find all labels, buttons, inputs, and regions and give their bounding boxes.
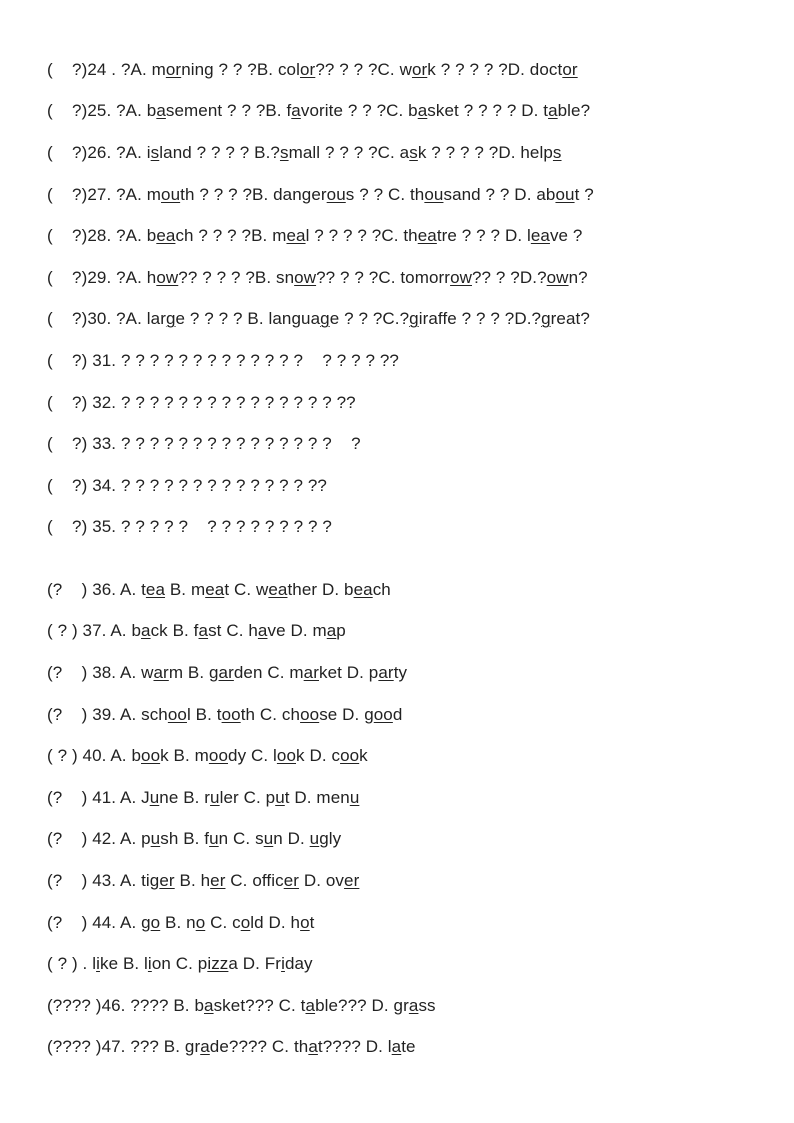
underlined-letters: oo (373, 705, 393, 724)
question-text: C. c (205, 913, 241, 932)
underlined-letters: s (552, 143, 562, 162)
question-text: ( ?) 35. ? ? ? ? ? ? ? ? ? ? ? ? ? ? (47, 517, 332, 536)
underlined-letters: o (240, 913, 251, 932)
question-line (47, 663, 407, 683)
underlined-letters: o (300, 913, 310, 932)
question-text: (???? )47. ??? B. gr (47, 1037, 201, 1056)
underlined-letters: u (209, 829, 219, 848)
underlined-letters: oo (208, 746, 229, 765)
underlined-letters: or (299, 60, 316, 79)
question-line (47, 913, 315, 933)
question-text: (???? )46. ???? B. b (47, 996, 205, 1015)
question-text: sket??? C. t (213, 996, 306, 1015)
underlined-letters: ow (156, 268, 179, 287)
underlined-letters: er (210, 871, 226, 890)
question-text: t ? (574, 185, 594, 204)
question-text: ble??? D. gr (315, 996, 409, 1015)
underlined-letters: ou (424, 185, 444, 204)
underlined-letters: ou (555, 185, 575, 204)
question-text: ler C. p (219, 788, 276, 807)
question-line (47, 226, 583, 246)
question-text: ve D. m (267, 621, 327, 640)
underlined-letters: or (411, 60, 428, 79)
question-text: ld D. h (250, 913, 301, 932)
underlined-letters: ea (156, 226, 176, 245)
question-text: l B. t (186, 705, 222, 724)
question-text: ( ?)29. ?A. h (47, 268, 157, 287)
underlined-letters: ea (268, 580, 288, 599)
question-text: tre ? ? ? D. l (436, 226, 531, 245)
question-text: k ? ? ? ? ?D. doct (427, 60, 563, 79)
question-text: ( ?)24 . ?A. m (47, 60, 166, 79)
question-line (47, 517, 332, 537)
underlined-letters: o (195, 913, 206, 932)
question-text: (? ) 39. A. sch (47, 705, 168, 724)
underlined-letters: er (159, 871, 175, 890)
question-text: t (309, 913, 315, 932)
question-text: sement ? ? ?B. f (165, 101, 292, 120)
question-line (47, 393, 356, 413)
question-text: ke B. l (99, 954, 148, 973)
question-text: (? ) 44. A. g (47, 913, 151, 932)
question-text: n? (568, 268, 588, 287)
question-text: st C. h (208, 621, 258, 640)
underlined-letters: ea (145, 580, 166, 599)
question-text: a D. Fr (228, 954, 282, 973)
question-text: ( ?) 31. ? ? ? ? ? ? ? ? ? ? ? ? ? ? ? ? ? ?? (47, 351, 399, 370)
question-line (47, 1037, 416, 1057)
underlined-letters: g (409, 309, 419, 328)
question-text: n D. (273, 829, 310, 848)
question-text: ?? ? ? ?C. tomorr (316, 268, 451, 287)
underlined-letters: ow (450, 268, 472, 287)
underlined-letters: a (291, 101, 301, 120)
underlined-letters: er (344, 871, 360, 890)
question-text: (? ) 41. A. J (47, 788, 150, 807)
underlined-letters: oo (221, 705, 241, 724)
underlined-letters: g (541, 309, 551, 328)
underlined-letters: u (309, 829, 320, 848)
question-text: ve ? (549, 226, 583, 245)
underlined-letters: a (417, 101, 428, 120)
underlined-letters: ar (218, 663, 234, 682)
underlined-letters: ea (530, 226, 550, 245)
question-text: d (392, 705, 403, 724)
question-text: den C. m (233, 663, 304, 682)
question-line (47, 580, 391, 600)
question-text: s ? ? C. th (345, 185, 425, 204)
question-text: ket D. p (318, 663, 379, 682)
underlined-letters: a (156, 101, 166, 120)
question-text: k B. m (160, 746, 209, 765)
question-text: ( ?)27. ?A. m (47, 185, 162, 204)
question-text: (? ) 43. A. tig (47, 871, 160, 890)
question-line (47, 309, 590, 329)
question-text: t D. men (284, 788, 350, 807)
underlined-letters: s (150, 143, 160, 162)
question-text: vorite ? ? ?C. b (300, 101, 418, 120)
question-text: (? ) 36. A. t (47, 580, 146, 599)
underlined-letters: u (275, 788, 285, 807)
underlined-letters: ow (546, 268, 569, 287)
question-text: e ? ? ? ? B. langua (175, 309, 321, 328)
question-text: dy C. l (228, 746, 277, 765)
question-text: t C. w (224, 580, 269, 599)
underlined-letters: or (165, 60, 182, 79)
underlined-letters: g (320, 309, 330, 328)
underlined-letters: u (349, 788, 360, 807)
underlined-letters: a (391, 1037, 402, 1056)
question-text: ( ?) 33. ? ? ? ? ? ? ? ? ? ? ? ? ? ? ? ? (47, 434, 361, 453)
underlined-letters: g (165, 309, 176, 328)
underlined-letters: a (326, 621, 337, 640)
question-text: de???? C. th (209, 1037, 309, 1056)
question-line (47, 101, 590, 121)
question-line (47, 871, 359, 891)
question-text: ne B. r (159, 788, 211, 807)
question-text: B. n (160, 913, 196, 932)
question-text: te (401, 1037, 416, 1056)
question-text: p (336, 621, 346, 640)
question-text: ( ? ) 37. A. b (47, 621, 142, 640)
question-text: ck B. f (150, 621, 199, 640)
question-text: iraffe ? ? ? ?D.? (418, 309, 542, 328)
question-text: ble? (557, 101, 591, 120)
underlined-letters: u (150, 829, 161, 848)
underlined-letters: oo (276, 746, 297, 765)
question-text: t???? D. l (317, 1037, 392, 1056)
question-text: k ? ? ? ? ?D. help (417, 143, 553, 162)
question-text: k (359, 746, 368, 765)
underlined-letters: ow (294, 268, 317, 287)
question-text: B. m (165, 580, 206, 599)
question-line (47, 434, 361, 454)
question-text: m B. g (168, 663, 219, 682)
question-text: C. offic (225, 871, 284, 890)
underlined-letters: a (257, 621, 268, 640)
question-line (47, 996, 436, 1016)
question-text: reat? (550, 309, 590, 328)
underlined-letters: s (279, 143, 289, 162)
underlined-letters: a (308, 1037, 318, 1056)
question-text: n C. s (218, 829, 264, 848)
question-text: day (284, 954, 313, 973)
underlined-letters: oo (300, 705, 320, 724)
question-text: ch ? ? ? ?B. m (175, 226, 287, 245)
question-line (47, 788, 359, 808)
question-line (47, 705, 402, 725)
question-line (47, 621, 346, 641)
underlined-letters: ea (205, 580, 225, 599)
underlined-letters: oo (141, 746, 161, 765)
question-text: ?? ? ? ? ?B. sn (178, 268, 295, 287)
question-text: e ? ? ?C.? (329, 309, 410, 328)
question-line (47, 185, 594, 205)
question-text: ( ? ) . l (47, 954, 97, 973)
question-text: ?? ? ?D.? (472, 268, 547, 287)
underlined-letters: a (141, 621, 151, 640)
underlined-letters: a (200, 1037, 210, 1056)
question-text: B. h (174, 871, 211, 890)
question-text: ( ?) 32. ? ? ? ? ? ? ? ? ? ? ? ? ? ? ? ?? (47, 393, 356, 412)
underlined-letters: s (409, 143, 418, 162)
question-text: k D. c (296, 746, 341, 765)
question-text: ther D. b (287, 580, 354, 599)
question-text: D. ov (299, 871, 345, 890)
question-text: ?? ? ? ?C. w (315, 60, 412, 79)
question-text: l ? ? ? ? ?C. th (305, 226, 418, 245)
underlined-letters: ou (161, 185, 181, 204)
question-text: ( ? ) 40. A. b (47, 746, 142, 765)
question-text: sand ? ? D. ab (443, 185, 556, 204)
underlined-letters: a (408, 996, 419, 1015)
question-text: th C. ch (240, 705, 301, 724)
underlined-letters: i (96, 954, 100, 973)
question-text: sket ? ? ? ? D. t (427, 101, 549, 120)
question-text: (? ) 38. A. w (47, 663, 154, 682)
underlined-letters: ea (417, 226, 437, 245)
question-text: ( ?)30. ?A. lar (47, 309, 166, 328)
question-line (47, 829, 341, 849)
underlined-letters: a (305, 996, 316, 1015)
underlined-letters: i (147, 954, 152, 973)
question-text: ch (372, 580, 391, 599)
question-text: land ? ? ? ? B.? (159, 143, 280, 162)
underlined-letters: o (150, 913, 161, 932)
question-line (47, 143, 562, 163)
underlined-letters: ar (303, 663, 319, 682)
underlined-letters: oo (340, 746, 360, 765)
question-text: sh B. f (160, 829, 210, 848)
question-text: se D. g (319, 705, 374, 724)
question-line (47, 954, 313, 974)
underlined-letters: ou (326, 185, 346, 204)
underlined-letters: a (198, 621, 209, 640)
underlined-letters: i (281, 954, 285, 973)
underlined-letters: u (149, 788, 160, 807)
question-text: ( ?) 34. ? ? ? ? ? ? ? ? ? ? ? ? ? ?? (47, 476, 327, 495)
question-text: ning ? ? ?B. col (181, 60, 300, 79)
question-text: ty (393, 663, 408, 682)
question-line (47, 476, 327, 496)
question-line (47, 60, 578, 80)
question-line (47, 746, 368, 766)
question-text: gly (319, 829, 342, 848)
underlined-letters: or (562, 60, 578, 79)
question-line (47, 351, 399, 371)
underlined-letters: u (210, 788, 220, 807)
underlined-letters: ea (286, 226, 306, 245)
underlined-letters: ar (153, 663, 169, 682)
underlined-letters: u (263, 829, 274, 848)
question-text: (? ) 42. A. p (47, 829, 151, 848)
question-text: ( ?)25. ?A. b (47, 101, 157, 120)
question-text: th ? ? ? ?B. danger (180, 185, 327, 204)
underlined-letters: ar (378, 663, 394, 682)
question-text: mall ? ? ? ?C. a (288, 143, 410, 162)
underlined-letters: oo (167, 705, 187, 724)
underlined-letters: izz (207, 954, 229, 973)
underlined-letters: er (283, 871, 300, 890)
question-text: ( ?)26. ?A. i (47, 143, 151, 162)
question-text: ss (418, 996, 436, 1015)
question-text: ( ?)28. ?A. b (47, 226, 157, 245)
question-line (47, 268, 588, 288)
underlined-letters: ea (353, 580, 373, 599)
underlined-letters: a (204, 996, 214, 1015)
question-text: on C. p (151, 954, 208, 973)
underlined-letters: a (548, 101, 558, 120)
